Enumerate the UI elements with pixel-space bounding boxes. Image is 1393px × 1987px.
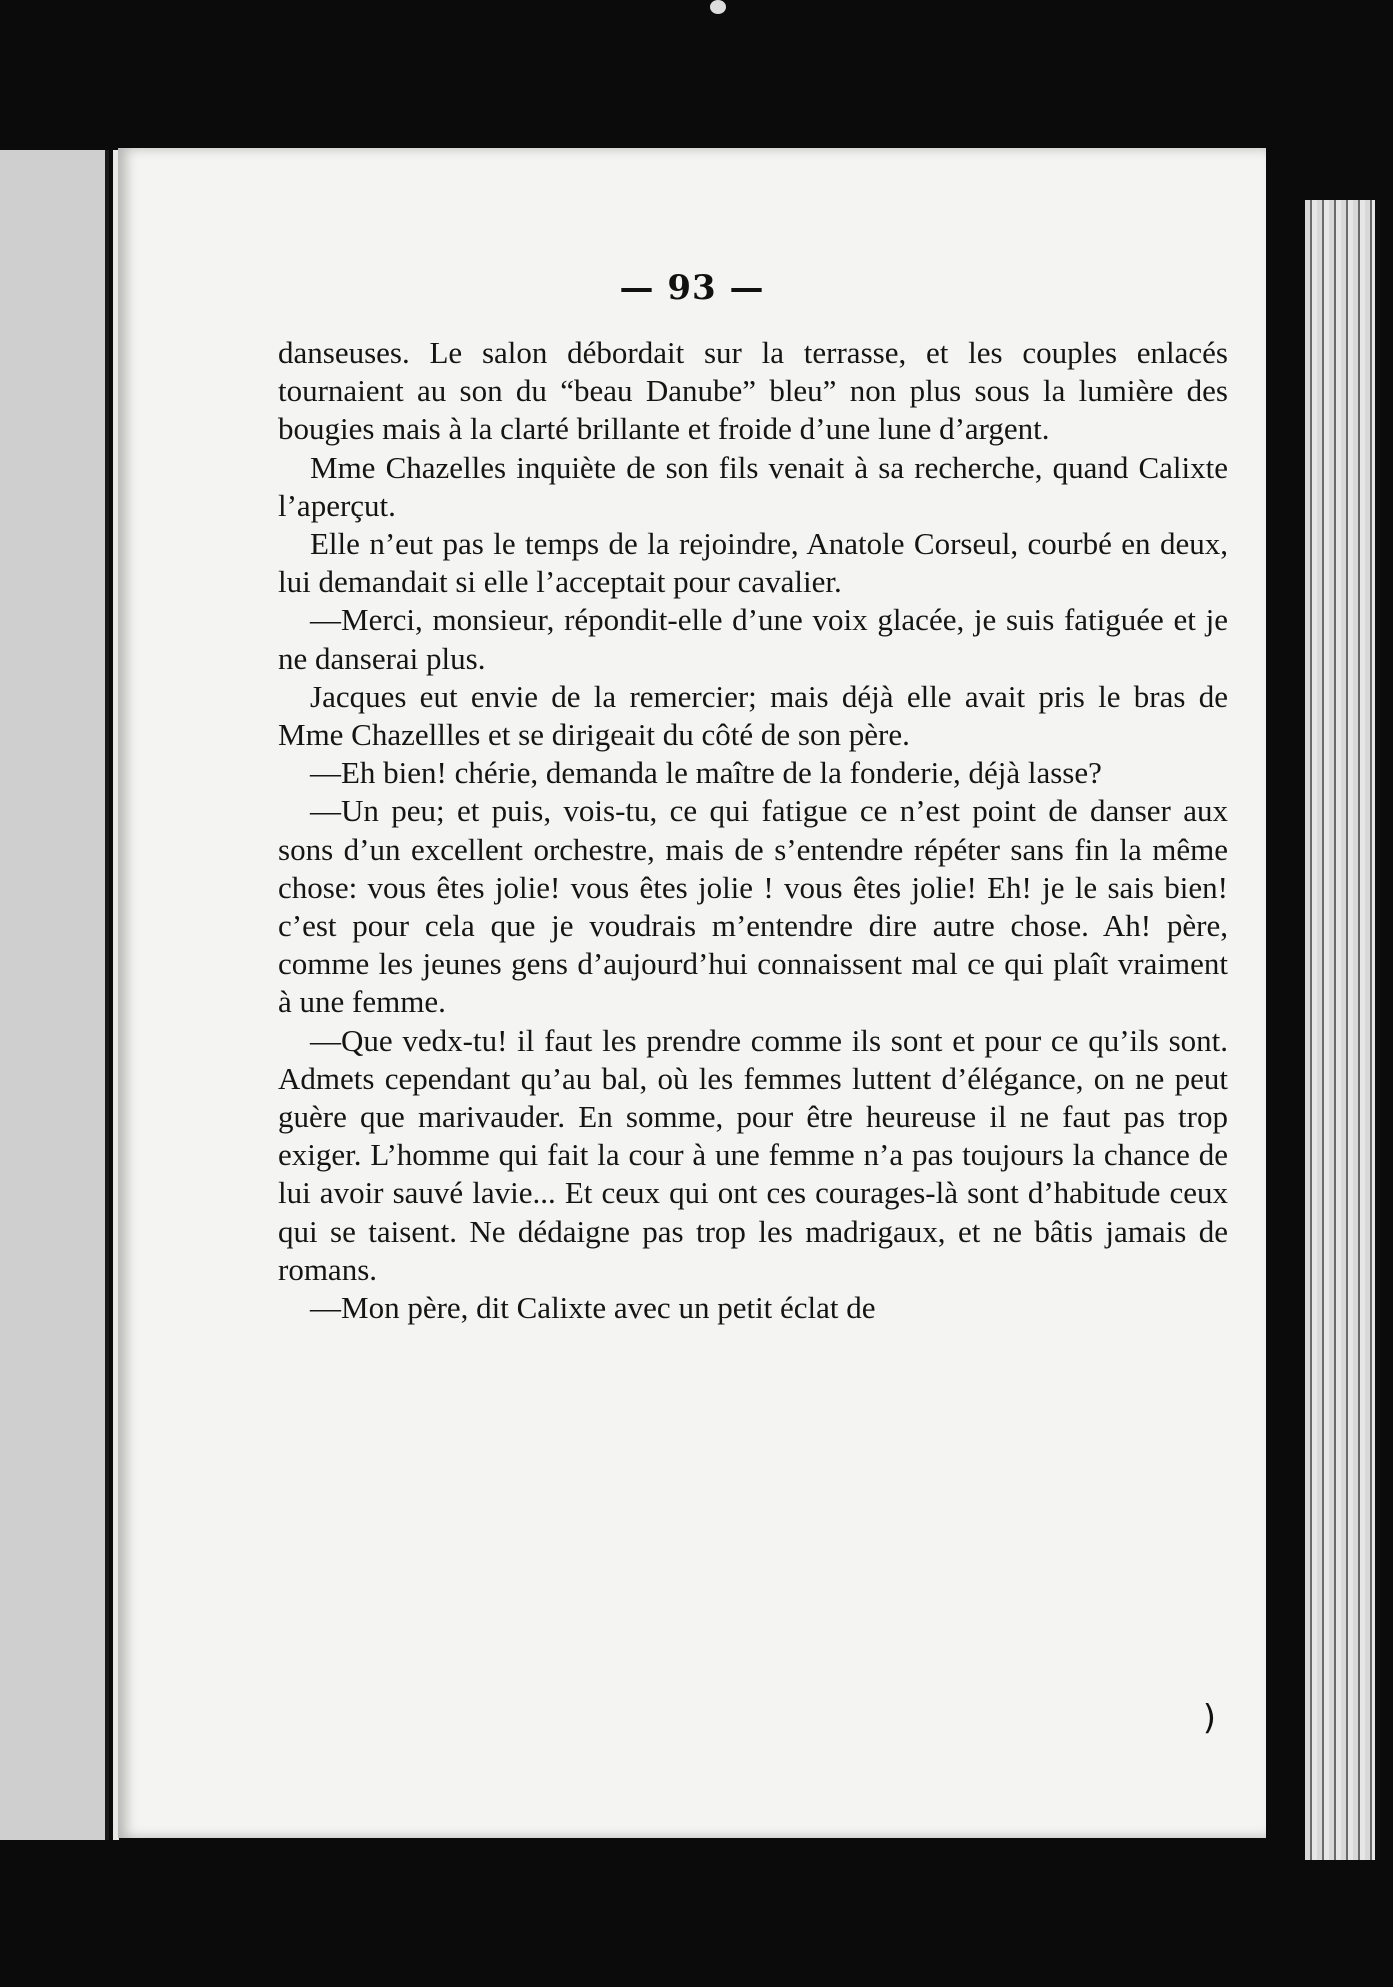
paragraph-1: danseuses. Le salon débordait sur la terrasse, et les couples enlacés tournaient au son du “beau Danube” bleu” non plus sous la lumière des bougies mais à la clarté brillante et froide d’une lune d’argent. [278,335,1228,447]
paragraph-5: Jacques eut envie de la remercier; mais déjà elle avait pris le bras de Mme Chazellles et se dirigeait du côté de son père. [278,678,1228,753]
paragraph-6: —Eh bien! chérie, demanda le maître de la fonderie, déjà lasse? [310,755,1102,791]
paragraph-3: Elle n’eut pas le temps de la rejoindre, Anatole Corseul, courbé en deux, lui demandait si elle l’acceptait pour cavalier. [278,526,1228,600]
right-page-edges [1305,200,1375,1860]
paragraph-7: —Un peu; et puis, vois-tu, ce qui fatigue ce n’est point de danser aux sons d’un excellent orchestre, mais de s’entendre répéter sans fin la même chose: vous êtes jolie! vous êtes jolie ! vous êtes jolie! Eh! je le sais bien! c’est pour cela que je voudrais m’entendre dire autre chose. Ah! père, comme les jeunes gens d’aujourd’hui connaissent mal ce qui plaît vraiment à une femme. [278,793,1228,1020]
book-page [118,148,1266,1838]
paragraph-2: Mme Chazelles inquiète de son fils venait à sa recherche, quand Calixte l’aperçut. [278,449,1228,523]
paragraph-9: —Mon père, dit Calixte avec un petit éclat de [310,1290,876,1326]
page-text [278,334,1228,1327]
edge-mark: ) [1202,1698,1216,1738]
scan-speck [710,0,726,14]
page-number: — 93 — [619,268,765,308]
paragraph-4: —Merci, monsieur, répondit-elle d’une voix glacée, je suis fatiguée et je ne danserai plus. [278,602,1228,676]
left-page-edge [0,150,109,1840]
paragraph-8: —Que vedx-tu! il faut les prendre comme ils sont et pour ce qu’ils sont. Admets cependant qu’au bal, où les femmes luttent d’élégance, on ne peut guère que marivauder. En somme, pour être heureuse il ne faut pas trop exiger. L’homme qui fait la cour à une femme n’a pas toujours la chance de lui avoir sauvé lavie... Et ceux qui ont ces courages-là sont d’habitude ceux qui se taisent. Ne dédaigne pas trop les madrigaux, et ne bâtis jamais de romans. [278,1022,1228,1287]
